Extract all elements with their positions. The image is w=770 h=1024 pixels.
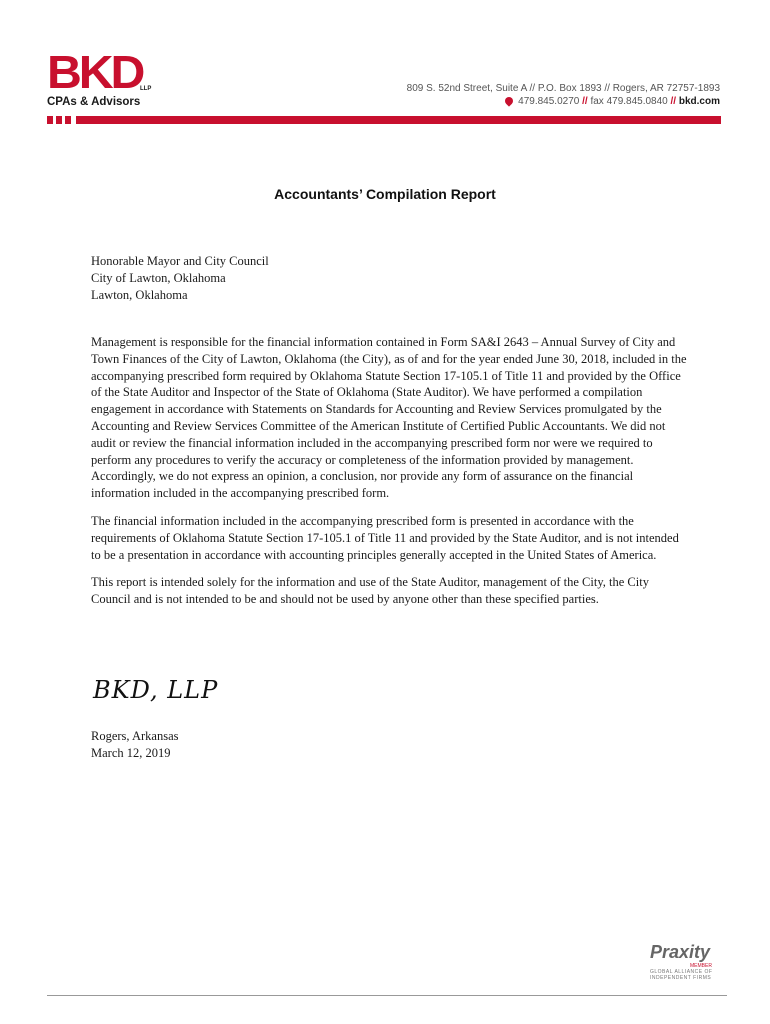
logo-bars [47, 116, 71, 124]
phone: 479.845.0270 [518, 96, 580, 107]
address-line: 809 S. 52nd Street, Suite A // P.O. Box 1893 // Rogers, AR 72757-1893 [406, 83, 720, 94]
footer-rule [47, 995, 727, 996]
praxity-line: GLOBAL ALLIANCE OF [650, 969, 713, 975]
logo-suffix: LLP [140, 86, 152, 92]
page-title: Accountants’ Compilation Report [274, 186, 496, 202]
closing-city: Rogers, Arkansas [91, 729, 179, 743]
paragraph: Management is responsible for the financial information contained in Form SA&I 2643 – Annual Survey of City and Town Finances of the City of Lawton, Oklahoma (the City), as of and for the year ended June 30, 2018, included in the accompanying prescribed form required by Oklahoma Statute Section 17-105.1 of Title 11 and provided by the Office of the State Auditor and Inspector of the State of Oklahoma (State Auditor). We have performed a compilation engagement in accordance with Statements on Standards for Accounting and Review Services promulgated by the Accounting and Review Services Committee of the American Institute of Certified Public Accountants. We did not audit or review the financial information included in the accompanying prescribed form nor were we required to perform any procedures to verify the accuracy or completeness of the information provided by management. Accordingly, we do not express an opinion, a conclusion, nor provide any form of assurance on the financial information included in the accompanying prescribed form. [91, 335, 687, 501]
praxity-member: MEMBER [690, 963, 712, 969]
signature: BKD, LLP [93, 676, 219, 704]
header-rule [76, 116, 721, 124]
praxity-line: INDEPENDENT FIRMS [650, 975, 712, 981]
logo-tagline: CPAs & Advisors [47, 96, 141, 108]
closing-block [91, 728, 179, 762]
addressee-line: City of Lawton, Oklahoma [91, 271, 226, 285]
paragraph: The financial information included in the accompanying prescribed form is presented in accordance with the requirements of Oklahoma Statute Section 17-105.1 of Title 11 and provided by the State Auditor, and is not intended to be a presentation in accordance with accounting principles generally accepted in the United States of America. [91, 513, 679, 562]
website: bkd.com [678, 96, 720, 107]
paragraph: This report is intended solely for the information and use of the State Auditor, management of the City, the City Council and is not intended to be and should not be used by anyone other than these specified parties. [91, 575, 649, 607]
report-body [91, 334, 691, 619]
bkd-logo [47, 46, 157, 108]
addressee-line: Honorable Mayor and City Council [91, 254, 269, 268]
praxity-name: Praxity [650, 942, 711, 962]
logo-mark: BKD [47, 46, 143, 98]
letterhead-address: 809 S. 52nd Street, Suite A // P.O. Box 1893 // Rogers, AR 72757-1893 479.845.0270 // fax 479.845.0840 // bkd.com [406, 83, 720, 107]
addressee-block [91, 253, 269, 304]
closing-date: March 12, 2019 [91, 746, 171, 760]
location-pin-icon [503, 95, 514, 106]
praxity-logo [650, 942, 730, 981]
fax: fax 479.845.0840 [590, 96, 668, 107]
addressee-line: Lawton, Oklahoma [91, 288, 188, 302]
